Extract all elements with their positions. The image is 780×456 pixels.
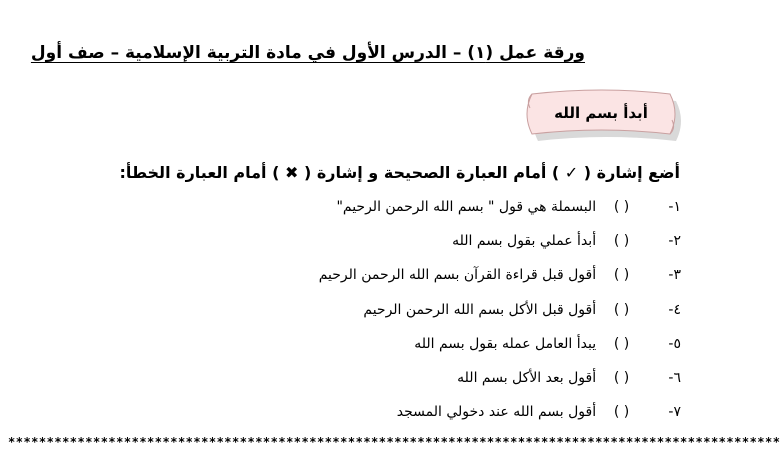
answer-box[interactable]: ( ) [613,404,630,421]
statement-text: يبدأ العامل عمله بقول بسم الله [414,335,597,352]
answer-box[interactable]: ( ) [613,301,630,318]
statement-number: ٥- [668,335,681,352]
statement-text: أقول قبل قراءة القرآن بسم الله الرحمن الرحيم [318,267,597,284]
star-divider: **************************************************************************************************** [8,435,780,449]
statement-number: ٦- [668,369,681,386]
worksheet-title: ورقة عمل (١) – الدرس الأول في مادة التربية الإسلامية – صف أول [30,43,585,63]
answer-box[interactable]: ( ) [613,233,630,250]
statement-item [121,196,681,230]
statement-item [121,230,681,264]
scroll-banner [522,86,685,144]
statement-list [121,196,681,435]
statement-item [121,401,681,435]
answer-box[interactable]: ( ) [613,267,630,284]
statement-item [121,299,681,333]
instruction-text: أضع إشارة ( ✓ ) أمام العبارة الصحيحة و إشارة ( ✖ ) أمام العبارة الخطأ: [119,163,680,182]
statement-text: البسملة هي قول " بسم الله الرحمن الرحيم" [336,199,597,215]
statement-text: أقول بسم الله عند دخولي المسجد [396,404,597,421]
statement-number: ٣- [668,267,681,284]
statement-item [121,264,681,298]
statement-text: أبدأ عملي بقول بسم الله [452,233,597,250]
statement-number: ٧- [668,404,681,421]
answer-box[interactable]: ( ) [613,369,630,386]
statement-text: أقول بعد الأكل بسم الله [457,369,597,386]
statement-number: ١- [668,199,681,215]
banner-text: أبدأ بسم الله [554,104,648,122]
answer-box[interactable]: ( ) [613,199,630,215]
statement-number: ٢- [668,233,681,250]
statement-text: أقول قبل الأكل بسم الله الرحمن الرحيم [363,301,597,318]
statement-item [121,333,681,367]
statement-number: ٤- [668,301,681,318]
answer-box[interactable]: ( ) [613,335,630,352]
statement-item [121,367,681,401]
